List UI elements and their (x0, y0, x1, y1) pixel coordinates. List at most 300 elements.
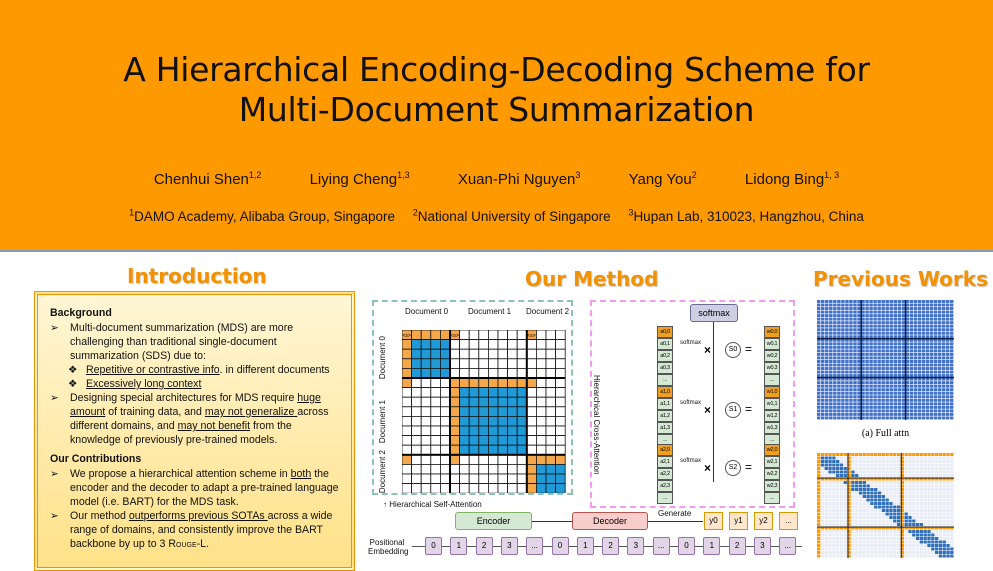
attn-cell (927, 499, 930, 502)
attn-cell (898, 409, 901, 412)
attn-cell (890, 304, 893, 307)
attn-cell (840, 495, 843, 498)
attn-cell (898, 332, 901, 335)
poster-title-line1: A Hierarchical Encoding-Decoding Scheme for (123, 50, 870, 89)
attn-cell (845, 374, 848, 377)
attn-cell (942, 314, 945, 317)
attn-cell (825, 371, 828, 374)
attn-cell (851, 467, 854, 470)
attn-cell (859, 513, 862, 516)
attn-cell (855, 509, 858, 512)
attn-cell (898, 392, 901, 395)
attn-cell (943, 506, 946, 509)
attn-cell (918, 353, 921, 356)
attn-cell (943, 555, 946, 558)
attn-cell (950, 453, 953, 456)
attn-cell (881, 314, 884, 317)
attn-cell (946, 332, 949, 335)
attn-cell (886, 325, 889, 328)
matrix-cell (546, 426, 556, 436)
attn-cell (878, 464, 881, 467)
attn-cell (878, 485, 881, 488)
matrix-cell (431, 368, 441, 378)
attn-cell (926, 318, 929, 321)
attn-cell (889, 516, 892, 519)
matrix-cell (536, 416, 546, 426)
attn-cell (845, 349, 848, 352)
matrix-cell (450, 484, 460, 493)
attn-cell (942, 342, 945, 345)
attn-cell (924, 523, 927, 526)
attn-cell (935, 481, 938, 484)
attn-cell (855, 523, 858, 526)
attn-cell (825, 544, 828, 547)
attn-cell (902, 325, 905, 328)
attn-cell (886, 406, 889, 409)
attn-cell (825, 488, 828, 491)
attn-cell (902, 392, 905, 395)
matrix-cell (517, 359, 527, 369)
attn-cell (829, 349, 832, 352)
attn-cell (821, 413, 824, 416)
attn-cell (950, 520, 953, 523)
attn-cell (841, 353, 844, 356)
attn-cell (836, 506, 839, 509)
attn-cell (908, 460, 911, 463)
attn-cell (950, 395, 953, 398)
attn-cell (950, 360, 953, 363)
position-embedding-cell: 1 (450, 537, 467, 555)
attn-cell (910, 335, 913, 338)
attn-cell (849, 388, 852, 391)
attn-cell (927, 471, 930, 474)
attn-cell (825, 537, 828, 540)
attn-cell (833, 409, 836, 412)
attn-cell (832, 471, 835, 474)
attn-cell (922, 342, 925, 345)
attn-cell (828, 523, 831, 526)
attn-cell (918, 314, 921, 317)
attn-cell (914, 364, 917, 367)
attn-cell (942, 335, 945, 338)
attn-cell (849, 371, 852, 374)
attn-cell (934, 367, 937, 370)
attn-cell (886, 516, 889, 519)
attn-cell (877, 342, 880, 345)
attn-cell (942, 300, 945, 303)
attn-cell (950, 516, 953, 519)
attn-cell (946, 488, 949, 491)
attn-cell (950, 509, 953, 512)
attn-cell (825, 406, 828, 409)
attn-cell (897, 481, 900, 484)
attn-cell (905, 481, 908, 484)
attn-cell (853, 356, 856, 359)
attn-cell (829, 392, 832, 395)
attn-cell (939, 506, 942, 509)
matrix-cell (527, 474, 537, 484)
attn-cell (946, 485, 949, 488)
attn-cell (833, 374, 836, 377)
attn-cell (935, 488, 938, 491)
attn-cell (939, 488, 942, 491)
attn-cell (916, 485, 919, 488)
matrix-cell (546, 474, 556, 484)
attn-cell (930, 367, 933, 370)
attn-cell (857, 360, 860, 363)
attn-cell (886, 346, 889, 349)
attn-cell (918, 416, 921, 419)
attn-cell (916, 537, 919, 540)
attn-cell (939, 541, 942, 544)
attn-cell (859, 506, 862, 509)
attn-cell (851, 492, 854, 495)
attn-cell (920, 551, 923, 554)
attn-cell (832, 509, 835, 512)
attn-cell (916, 513, 919, 516)
attn-cell (857, 328, 860, 331)
matrix-cell (546, 484, 556, 493)
attn-cell (894, 413, 897, 416)
attn-cell (886, 304, 889, 307)
attn-cell (825, 474, 828, 477)
attn-cell (825, 321, 828, 324)
attn-cell (922, 367, 925, 370)
attn-cell (950, 467, 953, 470)
matrix-cell (488, 349, 498, 359)
attn-cell (946, 318, 949, 321)
attn-cell (889, 537, 892, 540)
attn-cell (897, 509, 900, 512)
attn-cell (829, 314, 832, 317)
attn-cell (886, 474, 889, 477)
attn-cell (897, 548, 900, 551)
attn-cell (825, 395, 828, 398)
attn-cell (926, 360, 929, 363)
attn-cell (877, 385, 880, 388)
attn-cell (938, 371, 941, 374)
attn-cell (851, 516, 854, 519)
matrix-cell (508, 464, 518, 474)
attn-cell (881, 318, 884, 321)
attn-cell (866, 481, 869, 484)
attn-cell (886, 409, 889, 412)
attn-cell (950, 300, 953, 303)
doc-divider (402, 377, 565, 379)
attn-cell (893, 506, 896, 509)
attn-cell (849, 402, 852, 405)
attn-cell (942, 332, 945, 335)
attn-cell (898, 374, 901, 377)
attn-cell (825, 385, 828, 388)
attn-cell (878, 495, 881, 498)
attn-cell (920, 488, 923, 491)
attn-cell (857, 321, 860, 324)
attn-cell (866, 485, 869, 488)
attn-cell (878, 537, 881, 540)
attn-cell (942, 388, 945, 391)
attn-cell (866, 457, 869, 460)
matrix-cell (421, 330, 431, 340)
attn-cell (829, 307, 832, 310)
attn-cell (859, 523, 862, 526)
attn-cell (930, 318, 933, 321)
attn-cell (870, 485, 873, 488)
matrix-cell (450, 397, 460, 407)
attn-cell (841, 360, 844, 363)
attn-cell (837, 371, 840, 374)
attn-cell (914, 311, 917, 314)
attn-cell (914, 346, 917, 349)
attn-cell (882, 506, 885, 509)
attn-cell (886, 413, 889, 416)
attn-cell (889, 464, 892, 467)
cross-attention-label: Hierarchical Cross-Attention (592, 375, 601, 475)
attn-cell (910, 360, 913, 363)
attn-cell (849, 364, 852, 367)
attn-cell (918, 392, 921, 395)
attn-cell (908, 474, 911, 477)
attn-cell (886, 311, 889, 314)
attn-cell (912, 495, 915, 498)
attn-cell (924, 509, 927, 512)
attn-cell (869, 342, 872, 345)
attn-cell (950, 392, 953, 395)
matrix-cell (440, 340, 450, 350)
attn-cell (910, 381, 913, 384)
attn-cell (927, 481, 930, 484)
matrix-cell (450, 368, 460, 378)
attn-cell (894, 402, 897, 405)
attn-cell (840, 509, 843, 512)
matrix-cell (421, 436, 431, 446)
matrix-cell (469, 340, 479, 350)
attn-cell (902, 371, 905, 374)
attn-cell (829, 381, 832, 384)
matrix-cell (402, 484, 412, 493)
attn-cell (898, 349, 901, 352)
attn-cell (837, 399, 840, 402)
multiply-icon: × (704, 461, 712, 475)
attn-cell (910, 353, 913, 356)
attn-cell (837, 392, 840, 395)
attn-cell (874, 523, 877, 526)
attn-cell (878, 502, 881, 505)
attn-cell (894, 416, 897, 419)
attn-cell (873, 367, 876, 370)
matrix-cell (421, 397, 431, 407)
attn-cell (855, 520, 858, 523)
attn-cell (877, 356, 880, 359)
attn-cell (886, 548, 889, 551)
attn-cell (869, 402, 872, 405)
matrix-cell (460, 330, 470, 340)
attn-cell (878, 520, 881, 523)
attn-cell (924, 464, 927, 467)
attn-cell (922, 304, 925, 307)
attn-cell (889, 506, 892, 509)
attn-cell (821, 314, 824, 317)
attn-cell (950, 464, 953, 467)
attn-cell (832, 544, 835, 547)
attn-cell (920, 555, 923, 558)
attn-cell (898, 399, 901, 402)
attn-cell (920, 548, 923, 551)
matrix-cell (508, 330, 518, 340)
attn-cell (926, 374, 929, 377)
attn-cell (877, 374, 880, 377)
attn-cell (832, 506, 835, 509)
attn-cell (878, 471, 881, 474)
attn-cell (821, 385, 824, 388)
attn-cell (817, 467, 820, 470)
matrix-cell (431, 436, 441, 446)
attn-cell (865, 360, 868, 363)
attn-cell (881, 409, 884, 412)
attn-cell (865, 385, 868, 388)
attn-cell (874, 555, 877, 558)
attn-cell (950, 474, 953, 477)
attn-cell (894, 321, 897, 324)
attn-cell (821, 406, 824, 409)
attn-cell (817, 409, 820, 412)
attn-cell (825, 332, 828, 335)
attn-cell (934, 409, 937, 412)
attn-cell (882, 495, 885, 498)
attn-cell (894, 335, 897, 338)
attn-cell (817, 513, 820, 516)
attn-cell (821, 471, 824, 474)
matrix-cell (517, 407, 527, 417)
attn-cell (943, 485, 946, 488)
attn-cell (829, 342, 832, 345)
attn-cell (930, 402, 933, 405)
attn-cell (939, 513, 942, 516)
attn-cell (931, 453, 934, 456)
attn-cell (886, 530, 889, 533)
attn-cell (841, 356, 844, 359)
attn-cell (825, 509, 828, 512)
attn-cell (829, 325, 832, 328)
attn-cell (918, 399, 921, 402)
affiliation: $^1$DAMO Academy, Alibaba Group, Singapore (129, 207, 396, 224)
attn-cell (886, 534, 889, 537)
attn-cell (828, 534, 831, 537)
matrix-cell (402, 359, 412, 369)
attn-cell (857, 346, 860, 349)
attn-cell (833, 392, 836, 395)
attn-cell (870, 471, 873, 474)
attn-cell (828, 551, 831, 554)
matrix-cell (469, 330, 479, 340)
attn-cell (825, 399, 828, 402)
attn-cell (829, 399, 832, 402)
attn-cell (910, 367, 913, 370)
attn-cell (935, 453, 938, 456)
attn-cell (844, 464, 847, 467)
attn-cell (950, 311, 953, 314)
attn-cell (916, 541, 919, 544)
attn-cell (817, 392, 820, 395)
attn-cell (935, 460, 938, 463)
self-attention-matrix (402, 330, 567, 493)
attn-cell (914, 318, 917, 321)
attn-cell (857, 399, 860, 402)
attn-cell (902, 381, 905, 384)
attn-cell (825, 318, 828, 321)
attn-cell (877, 388, 880, 391)
matrix-cell (421, 340, 431, 350)
attn-cell (908, 551, 911, 554)
attn-cell (908, 513, 911, 516)
attn-cell (922, 328, 925, 331)
attn-cell (930, 335, 933, 338)
bullet: ➢ Designing special architectures for MDS require huge amount of training data, and may not generalize across different domains, and may not benefit from the knowledge of previously pre-trained models. (50, 391, 341, 447)
attn-cell (881, 371, 884, 374)
attn-cell (836, 467, 839, 470)
attn-cell (916, 544, 919, 547)
matrix-cell (546, 330, 556, 340)
attn-cell (918, 364, 921, 367)
attn-cell (821, 520, 824, 523)
position-embedding-cell: ... (653, 537, 670, 555)
matrix-cell (450, 436, 460, 446)
attn-cell (821, 399, 824, 402)
attn-cell (905, 513, 908, 516)
attn-cell (935, 467, 938, 470)
positional-embedding-label: Positional Embedding (368, 538, 409, 556)
attn-cell (943, 499, 946, 502)
attn-cell (857, 342, 860, 345)
attn-cell (873, 328, 876, 331)
attn-cell (832, 453, 835, 456)
attn-cell (897, 513, 900, 516)
attn-cell (828, 488, 831, 491)
attn-cell (886, 332, 889, 335)
attn-cell (886, 467, 889, 470)
attn-cell (927, 502, 930, 505)
attn-cell (881, 349, 884, 352)
attn-cell (927, 541, 930, 544)
matrix-cell (498, 455, 508, 465)
attn-cell (874, 464, 877, 467)
position-embedding-cell: 2 (729, 537, 746, 555)
attn-cell (828, 530, 831, 533)
matrix-cell (421, 388, 431, 398)
matrix-cell (412, 349, 422, 359)
attn-cell (920, 530, 923, 533)
attn-cell (840, 513, 843, 516)
matrix-cell (517, 474, 527, 484)
attn-cell (873, 371, 876, 374)
attn-cell (877, 328, 880, 331)
attn-cell (922, 360, 925, 363)
author: Lidong Bing$^{1, 3}$ (744, 170, 840, 188)
attn-cell (927, 495, 930, 498)
attn-cell (849, 307, 852, 310)
attn-cell (829, 367, 832, 370)
position-embedding-cell: ... (526, 537, 543, 555)
attn-cell (897, 523, 900, 526)
attn-cell (825, 416, 828, 419)
attn-cell (873, 399, 876, 402)
attn-cell (931, 502, 934, 505)
attn-cell (869, 349, 872, 352)
equals-icon: = (745, 402, 753, 416)
attn-cell (931, 464, 934, 467)
matrix-cell (469, 416, 479, 426)
attn-cell (934, 395, 937, 398)
